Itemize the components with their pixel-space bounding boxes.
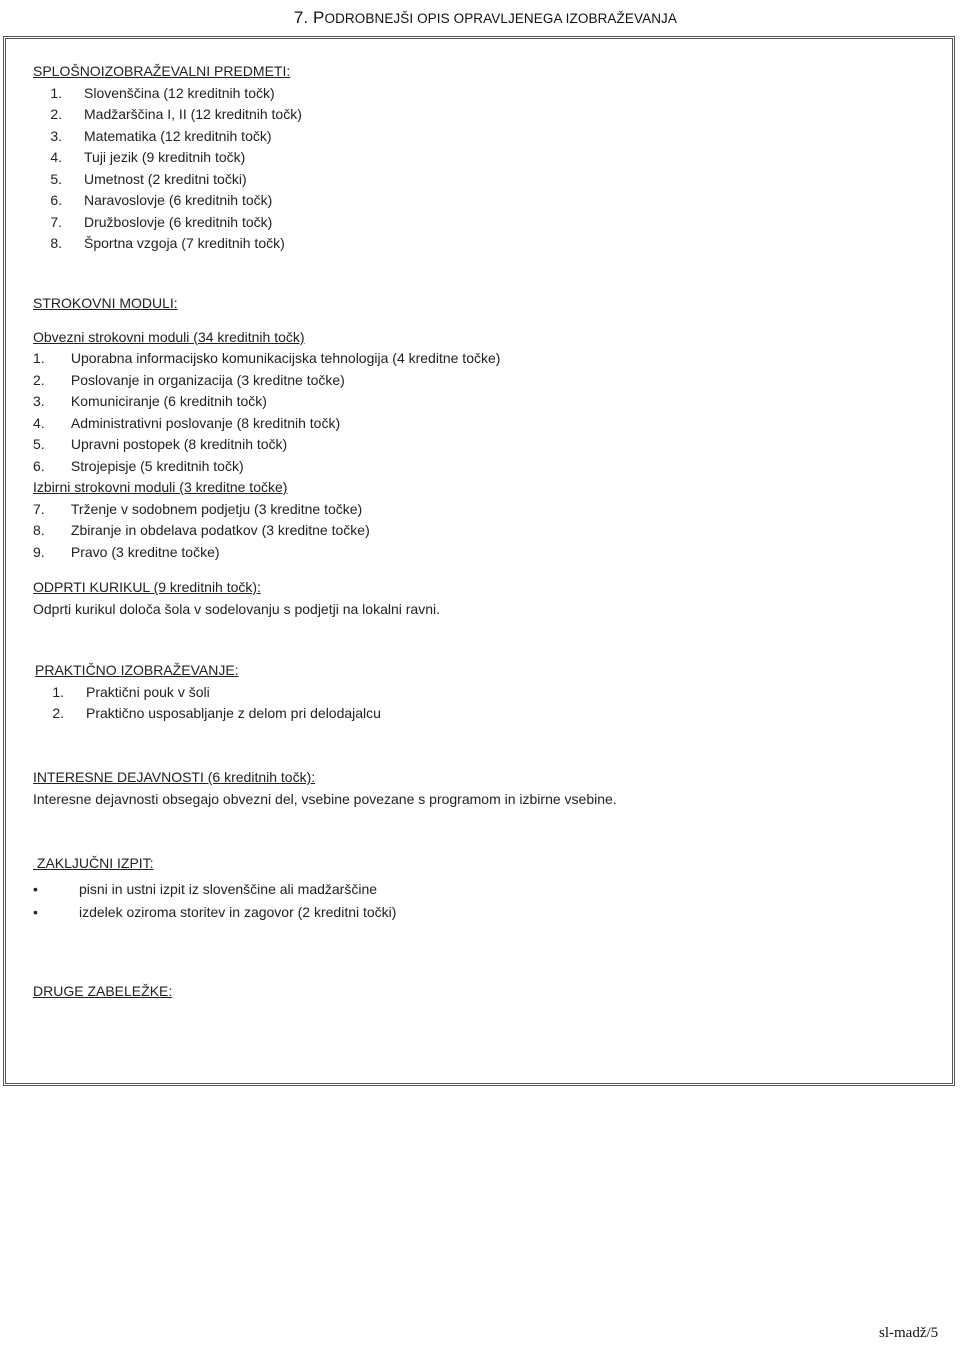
modules-title: STROKOVNI MODULI:	[33, 295, 178, 311]
mandatory-modules-list	[33, 348, 500, 477]
list-item: 7. Družboslovje (6 kreditnih točk)	[50, 213, 273, 230]
list-item: 8. Športna vzgoja (7 kreditnih točk)	[50, 235, 285, 251]
list-item: 4. Tuji jezik (9 kreditnih točk)	[50, 149, 246, 165]
open-curriculum-section	[33, 577, 440, 620]
open-curriculum-text: Odprti kurikul določa šola v sodelovanju s podjetji na lokalni ravni.	[33, 600, 440, 617]
page-heading	[294, 8, 677, 28]
list-item: • izdelek oziroma storitev in zagovor (2 kreditni točki)	[33, 901, 396, 924]
list-item: • pisni in ustni izpit iz slovenščine ali madžarščine	[33, 878, 396, 901]
activities-section	[33, 767, 617, 810]
list-item: 3. Matematika (12 kreditnih točk)	[50, 127, 272, 144]
page-label: sl-madž/5	[879, 1325, 939, 1341]
content-frame	[3, 36, 955, 1086]
bullet-icon: •	[33, 903, 38, 920]
list-item: 1. Uporabna informacijsko komunikacijska tehnologija (4 kreditne točke)	[33, 350, 501, 366]
modules-section	[33, 293, 500, 563]
elective-modules-list	[33, 499, 500, 564]
practical-title: PRAKTIČNO IZOBRAŽEVANJE:	[35, 662, 239, 678]
heading-text: ODROBNEJŠI OPIS OPRAVLJENEGA IZOBRAŽEVANJA	[324, 11, 677, 26]
list-item: 5. Upravni postopek (8 kreditnih točk)	[33, 436, 288, 452]
mandatory-modules-title: Obvezni strokovni moduli (34 kreditnih točk)	[33, 328, 305, 345]
list-item: 5. Umetnost (2 kreditni točki)	[50, 170, 247, 187]
list-item: 1. Slovenščina (12 kreditnih točk)	[50, 84, 275, 101]
list-item: 8. Zbiranje in obdelava podatkov (3 kreditne točke)	[33, 522, 370, 538]
list-item: 3. Komuniciranje (6 kreditnih točk)	[33, 393, 267, 409]
notes-title: DRUGE ZABELEŽKE:	[33, 983, 173, 999]
list-item: 1. Praktični pouk v šoli	[52, 683, 210, 700]
list-item: 6. Strojepisje (5 kreditnih točk)	[33, 457, 244, 474]
final-exam-list	[33, 878, 396, 924]
bullet-icon: •	[33, 880, 38, 897]
final-exam-section	[33, 853, 396, 924]
list-item: 2. Madžarščina I, II (12 kreditnih točk)	[50, 106, 302, 122]
practical-section	[35, 660, 381, 725]
general-subjects-section	[33, 61, 302, 255]
final-exam-title: ZAKLJUČNI IZPIT:	[33, 855, 154, 871]
notes-section	[33, 981, 172, 1003]
heading-number: 7. P	[293, 8, 325, 27]
elective-modules-title: Izbirni strokovni moduli (3 kreditne točke)	[33, 479, 288, 495]
list-item: 4. Administrativni poslovanje (8 kreditnih točk)	[33, 414, 341, 431]
general-subjects-title: SPLOŠNOIZOBRAŽEVALNI PREDMETI:	[33, 63, 291, 79]
open-curriculum-title: ODPRTI KURIKUL (9 kreditnih točk):	[33, 579, 261, 595]
list-item: 9. Pravo (3 kreditne točke)	[33, 543, 220, 560]
list-item: 6. Naravoslovje (6 kreditnih točk)	[50, 192, 273, 208]
list-item: 2. Poslovanje in organizacija (3 kreditne točke)	[33, 371, 345, 388]
list-item: 7. Trženje v sodobnem podjetju (3 kreditne točke)	[33, 500, 363, 517]
general-subjects-list	[33, 83, 302, 255]
activities-text: Interesne dejavnosti obsegajo obvezni del, vsebine povezane s programom in izbirne vsebine.	[33, 790, 617, 807]
list-item: 2. Praktično usposabljanje z delom pri delodajalcu	[52, 705, 381, 721]
practical-list	[35, 682, 381, 725]
activities-title: INTERESNE DEJAVNOSTI (6 kreditnih točk):	[33, 769, 316, 785]
